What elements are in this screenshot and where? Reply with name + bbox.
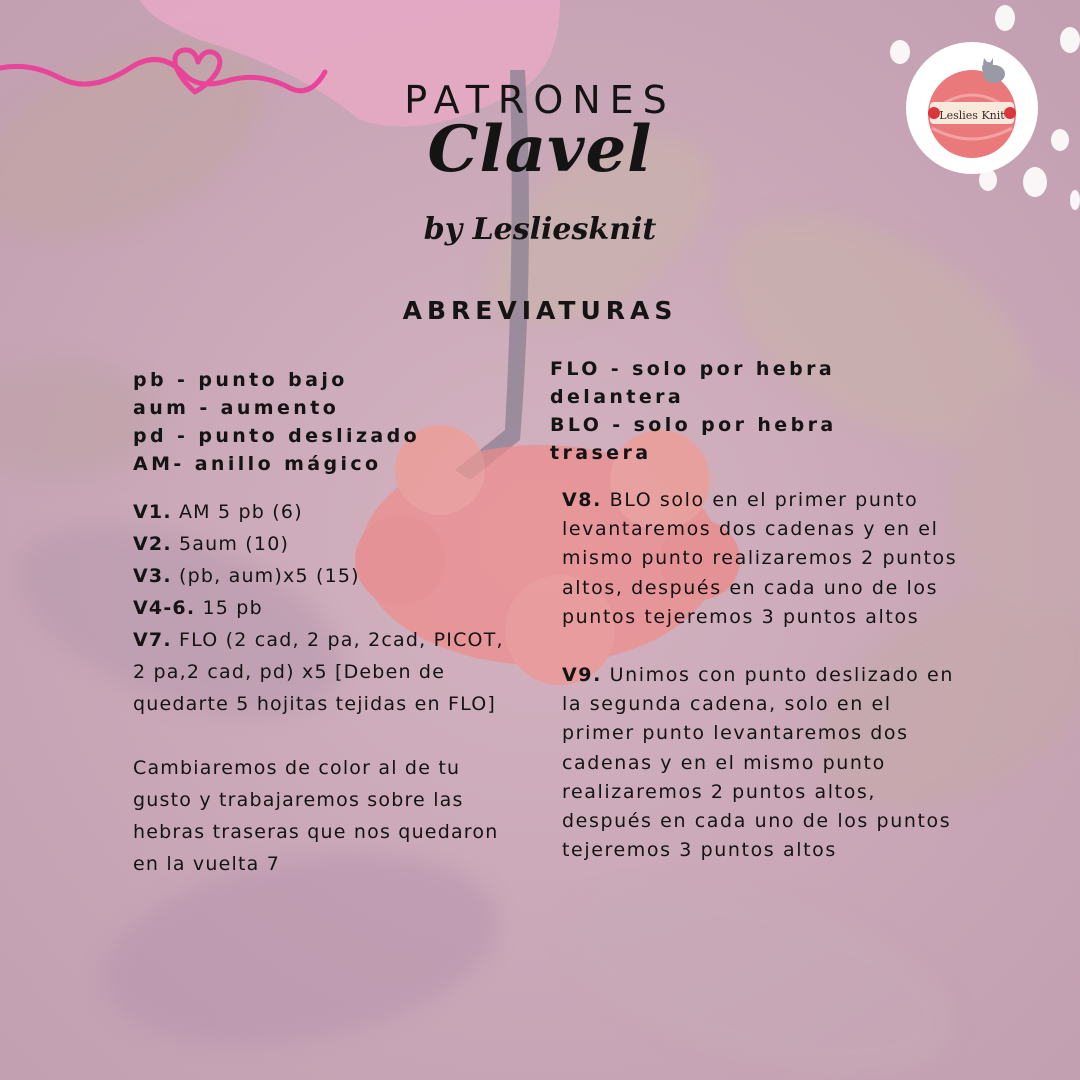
- round-step: [133, 528, 523, 560]
- pattern-title-top: PATRONES: [404, 78, 676, 122]
- abbreviations-heading: ABREVIATURAS: [402, 296, 678, 325]
- round-label: V8.: [562, 489, 602, 511]
- abbreviations-right-list: [550, 355, 890, 467]
- round-text: BLO solo en el primer punto levantaremos dos cadenas y en el mismo punto realizaremos 2 puntos altos, después en cada uno de los puntos tejeremos 3 puntos altos: [562, 489, 958, 628]
- round-text: AM 5 pb (6): [171, 501, 303, 523]
- round-text: Unimos con punto deslizado en la segunda cadena, solo en el primer punto levantaremos dos cadenas y en el mismo punto realizaremos 2 puntos altos, después en cada uno de los puntos tejeremos 3 puntos altos: [562, 664, 954, 862]
- abbreviation-item: AM- anillo mágico: [133, 453, 382, 475]
- lesliesknit-logo: [904, 40, 1040, 176]
- round-step: [133, 592, 523, 624]
- logo-text: Leslies Knit: [939, 109, 1005, 122]
- round-text: 5aum (10): [171, 533, 290, 555]
- round-label: V1.: [133, 501, 172, 523]
- abbreviation-item: FLO - solo por hebra delantera: [550, 358, 836, 408]
- round-label: V2.: [133, 533, 172, 555]
- round-step: [133, 560, 523, 592]
- round-label: V9.: [562, 664, 602, 687]
- byline: by Lesliesknit: [423, 212, 657, 247]
- round-label: V7.: [133, 629, 172, 651]
- abbreviation-item: pb - punto bajo: [133, 369, 348, 391]
- rounds-right-column: [562, 486, 962, 865]
- round-step: [133, 624, 523, 720]
- round-text: (pb, aum)x5 (15): [171, 565, 360, 587]
- rounds-left-column: [133, 496, 523, 880]
- round-label: V3.: [133, 565, 172, 587]
- round-text: FLO (2 cad, 2 pa, 2cad, PICOT, 2 pa,2 cad, pd) x5 [Deben de quedarte 5 hojitas tejidas en FLO]: [133, 629, 504, 715]
- round-step: [562, 486, 962, 632]
- abbreviation-item: BLO - solo por hebra trasera: [550, 414, 837, 464]
- round-step: [133, 496, 523, 528]
- color-change-note: Cambiaremos de color al de tu gusto y trabajaremos sobre las hebras traseras que nos quedaron en la vuelta 7: [133, 757, 499, 875]
- round-step: [562, 661, 962, 865]
- abbreviation-item: pd - punto deslizado: [133, 425, 421, 447]
- round-text: 15 pb: [195, 597, 263, 619]
- pattern-title-script: Clavel: [427, 112, 653, 187]
- abbreviation-item: aum - aumento: [133, 397, 340, 419]
- round-label: V4-6.: [133, 597, 196, 619]
- abbreviations-left-list: [133, 366, 420, 478]
